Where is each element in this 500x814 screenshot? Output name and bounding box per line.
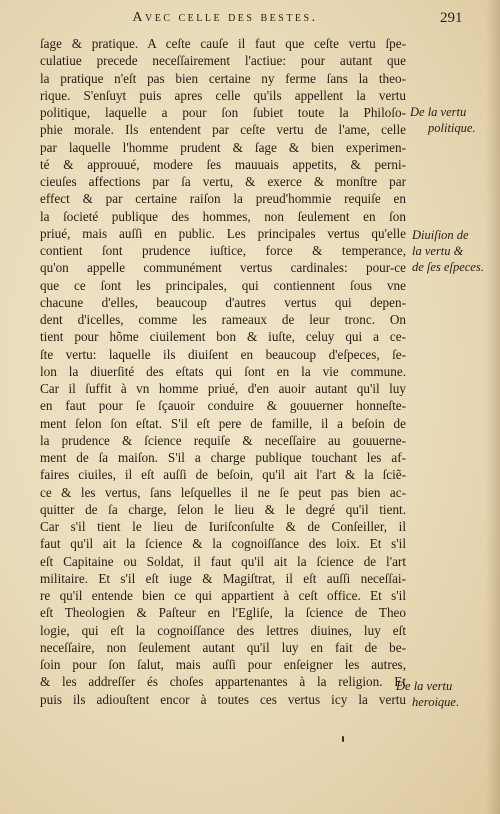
body-line: cieuſes affections par ſa vertu, & exerce & monſtre par <box>40 174 406 189</box>
body-line: puis ils adiouſtent encor à toutes ces vertus icy la vertu <box>40 691 406 707</box>
body-line: culatiue precede neceſſairement l'actiue: pour autant que <box>40 53 406 69</box>
body-line: eſt Capitaine ou Soldat, il faut qu'il ait la ſcience de l'art <box>40 553 406 569</box>
running-head: Avec celle des bestes. <box>132 10 318 25</box>
body-line: Car il ſuffit à vn homme priué, d'en auoir autant qu'il luy <box>40 381 406 396</box>
body-line: ſte vertu: laquelle ils diuiſent en beaucoup d'eſpeces, ſe- <box>40 346 406 362</box>
body-line: logie, qui eſt la cognoiſſance des lettres diuines, luy eſt <box>40 622 406 638</box>
body-line: ſoin pour ſon ſalut, mais auſſi pour enſeigner les autres, <box>40 657 406 672</box>
body-line: & les addreſſer és choſes appartenantes à la religion. Et <box>40 674 406 690</box>
body-line: faires ciuiles, il eſt auſſi de beſoin, qu'il ait l'art & la ſciẽ- <box>40 467 406 483</box>
margin-note-line: De la vertu <box>396 679 453 693</box>
margin-note-division <box>412 227 494 275</box>
body-line: contient ſont prudence iuſtice, force & temperance, <box>40 243 406 258</box>
body-line: par laquelle l'homme prudent & ſage & bien experimen- <box>40 139 406 155</box>
body-line: tient pour hõme ciuilement bon & iuſte, celuy qui a ce- <box>40 329 406 345</box>
body-line: militaire. Et s'il eſt iuge & Magiſtrat, il eſt auſſi neceſſai- <box>40 570 406 586</box>
body-line: Car s'il tient le lieu de Iuriſconſulte & de Conſeiller, il <box>40 519 406 534</box>
body-text <box>40 35 406 708</box>
body-line: quitter de ſa charge, ſelon le lieu & le degré qu'il tient. <box>40 501 406 517</box>
margin-note-vertu-heroique <box>396 678 496 710</box>
page-number: 291 <box>440 10 463 26</box>
body-line: que ce ſont les principales, qui contiennent ſous vne <box>40 277 406 293</box>
body-line: qu'on appelle communément vertus cardinales: pour-ce <box>40 260 406 276</box>
margin-note-line: Diuiſion de <box>412 228 469 242</box>
ink-mark <box>342 736 344 742</box>
body-line: politique, laquelle a pour ſon ſubiet toute la Philoſo- <box>40 105 406 120</box>
body-line: neceſſaire, non ſeulement autant qu'il luy en fait de be- <box>40 639 406 655</box>
body-line: dent d'icelles, comme les rameaux de leur tronc. On <box>40 312 406 327</box>
body-line: priué, mais auſſi en public. Les principales vertus qu'elle <box>40 225 406 241</box>
body-line: effect & par certaine raiſon la preud'hommie requiſe en <box>40 191 406 207</box>
body-line: eſt Theologien & Paſteur en l'Egliſe, la ſcience de Theo <box>40 605 406 621</box>
body-line: lon la diuerſité des eſtats qui ſont en la vie commune. <box>40 363 406 379</box>
margin-note-line: la vertu & <box>412 244 464 258</box>
margin-note-vertu-politique <box>410 104 492 136</box>
body-line: phie morale. Ils entendent par ceſte vertu de l'ame, celle <box>40 122 406 138</box>
margin-note-line: de ſes eſpeces. <box>412 260 484 274</box>
body-line: faut qu'il ait la ſcience & la cognoiſſance des loix. Et s'il <box>40 536 406 552</box>
margin-note-line: De la vertu <box>410 105 467 119</box>
body-line: ment ſelon ſon eſtat. S'il eſt pere de famille, il a beſoin de <box>40 415 406 431</box>
body-line: té & approuué, modere ſes mauuais appetits, & perni- <box>40 156 406 172</box>
body-line: re qu'il entende bien ce qui appartient à ceſt office. Et s'il <box>40 588 406 603</box>
margin-note-line: heroique. <box>412 695 460 709</box>
body-line: la ſocieté publique des hommes, non ſeulement en ſon <box>40 208 406 224</box>
body-line: la pratique n'eſt pas bien certaine ny ferme ſans la theo- <box>40 70 406 86</box>
margin-note-line: politique. <box>428 121 476 135</box>
body-line: ſage & pratique. A ceſte cauſe il faut que ceſte vertu ſpe- <box>40 36 406 51</box>
body-line: en faut pour ſe ſçauoir conduire & gouuerner honneſte- <box>40 398 406 414</box>
body-line: ce & les vertus, ſans leſquelles il ne ſe peut pas bien ac- <box>40 484 406 500</box>
body-line: chacune d'elles, beaucoup d'autres vertus qui depen- <box>40 294 406 310</box>
body-line: la prudence & ſcience requiſe & neceſſaire au gouuerne- <box>40 432 406 448</box>
body-line: rique. S'enſuyt puis apres celle qu'ils appellent la vertu <box>40 87 406 103</box>
body-line: ment de ſa maiſon. S'il a charge publique touchant les af- <box>40 450 406 465</box>
